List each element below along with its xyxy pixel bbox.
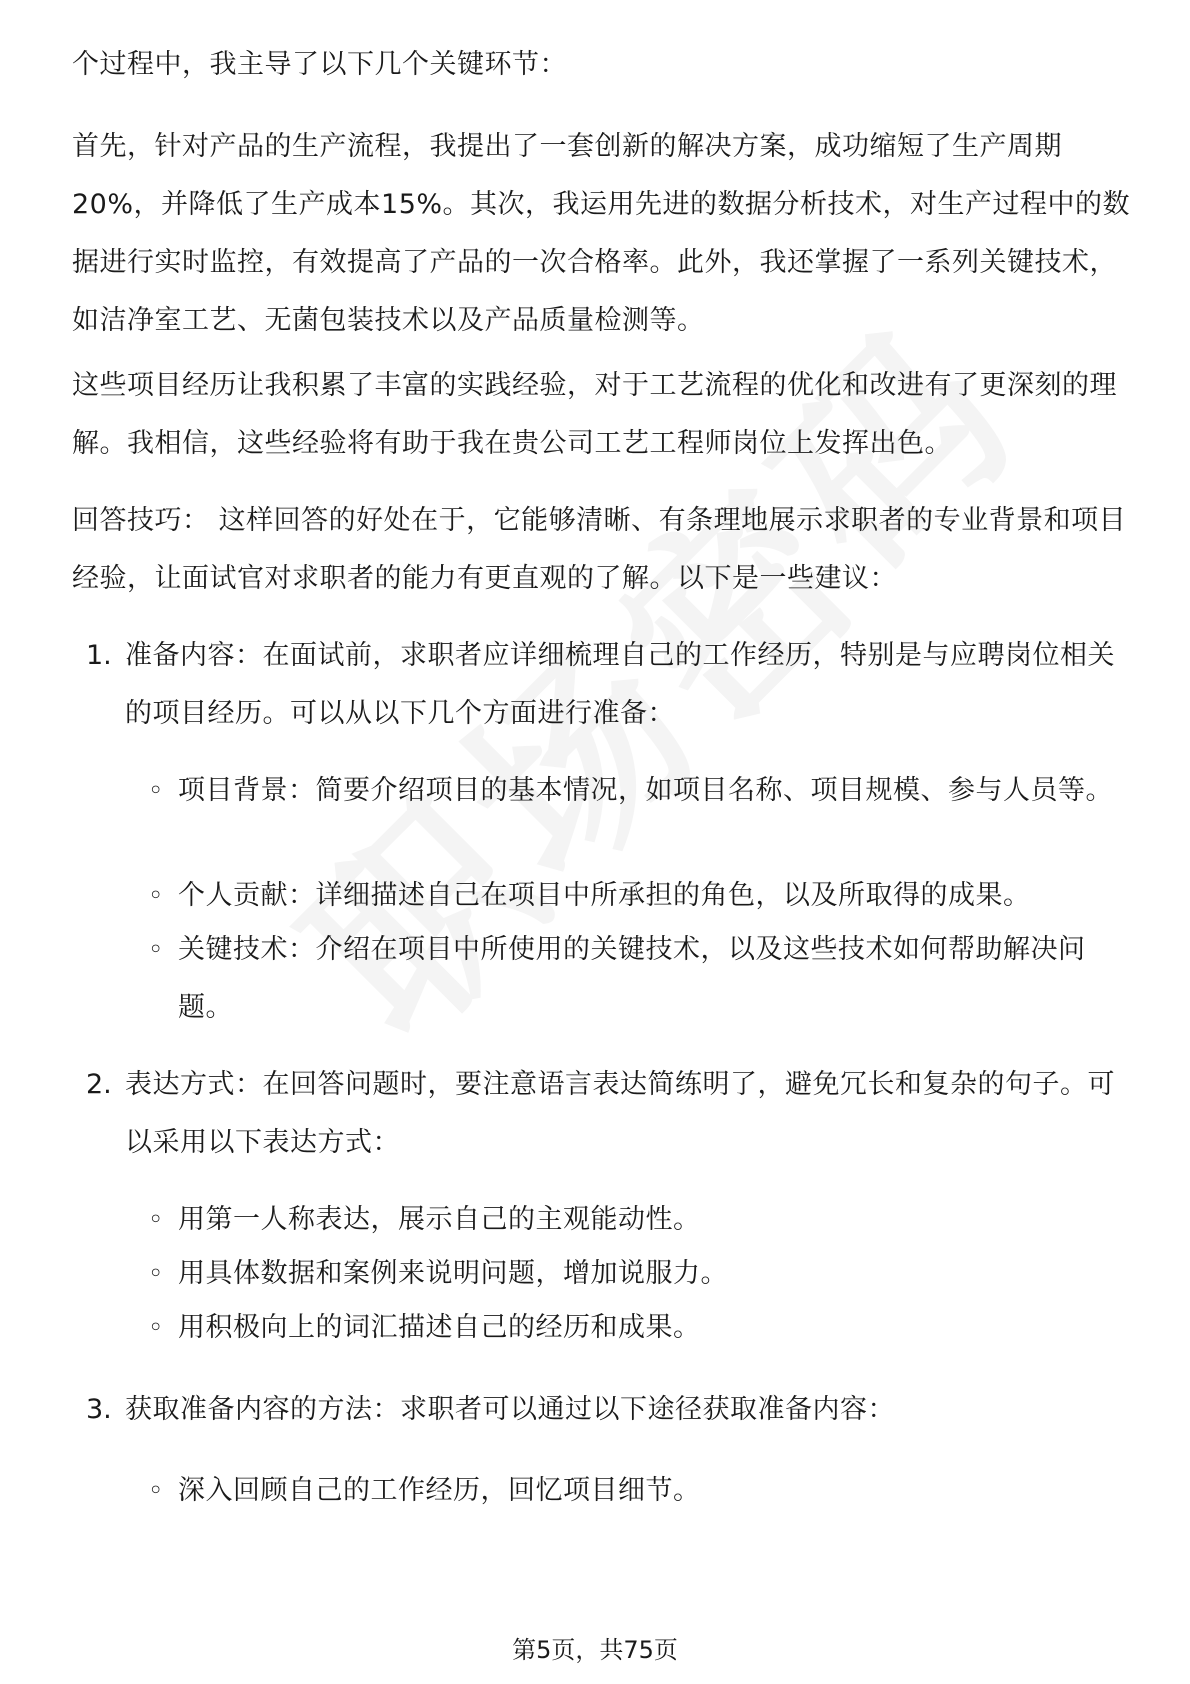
- sub-item-concrete-data: 用具体数据和案例来说明问题，增加说服力。: [178, 1258, 728, 1289]
- list-number: 2.: [86, 1069, 112, 1100]
- paragraph-intro: 个过程中，我主导了以下几个关键环节：: [72, 49, 567, 80]
- paragraph-summary: 这些项目经历让我积累了丰富的实践经验，对于工艺流程的优化和改进有了更深刻的理解。我相信，这些经验将有助于我在贵公司工艺工程师岗位上发挥出色。: [72, 370, 1117, 459]
- sub-item-personal-contribution: 个人贡献：详细描述自己在项目中所承担的角色，以及所取得的成果。: [178, 880, 1031, 911]
- bullet-icon: ◦: [148, 776, 164, 806]
- bullet-icon: ◦: [148, 881, 164, 911]
- page-number: 第5页，共75页: [512, 1636, 678, 1664]
- list-number: 3.: [86, 1394, 112, 1425]
- paragraph-achievements: 首先，针对产品的生产流程，我提出了一套创新的解决方案，成功缩短了生产周期20%，并降低了生产成本15%。其次，我运用先进的数据分析技术，对生产过程中的数据进行实时监控，有效提高了产品的一次合格率。此外，我还掌握了一系列关键技术，如洁净室工艺、无菌包装技术以及产品质量检测等。: [72, 131, 1131, 336]
- list-item-get-content: 获取准备内容的方法：求职者可以通过以下途径获取准备内容：: [125, 1394, 895, 1425]
- list-item-prepare-content: 准备内容：在面试前，求职者应详细梳理自己的工作经历，特别是与应聘岗位相关的项目经历。可以从以下几个方面进行准备：: [125, 640, 1115, 729]
- bullet-icon: ◦: [148, 1476, 164, 1506]
- bullet-icon: ◦: [148, 1313, 164, 1343]
- sub-item-review-experience: 深入回顾自己的工作经历，回忆项目细节。: [178, 1475, 701, 1506]
- list-item-expression: 表达方式：在回答问题时，要注意语言表达简练明了，避免冗长和复杂的句子。可以采用以下表达方式：: [125, 1069, 1115, 1158]
- sub-item-key-technology: 关键技术：介绍在项目中所使用的关键技术，以及这些技术如何帮助解决问题。: [178, 934, 1086, 1023]
- bullet-icon: ◦: [148, 1259, 164, 1289]
- sub-item-first-person: 用第一人称表达，展示自己的主观能动性。: [178, 1204, 701, 1235]
- sub-item-positive-words: 用积极向上的词汇描述自己的经历和成果。: [178, 1312, 701, 1343]
- list-number: 1.: [86, 640, 112, 671]
- paragraph-answer-tips: 回答技巧： 这样回答的好处在于，它能够清晰、有条理地展示求职者的专业背景和项目经验，让面试官对求职者的能力有更直观的了解。以下是一些建议：: [72, 505, 1127, 594]
- bullet-icon: ◦: [148, 935, 164, 965]
- bullet-icon: ◦: [148, 1205, 164, 1235]
- sub-item-project-background: 项目背景：简要介绍项目的基本情况，如项目名称、项目规模、参与人员等。: [178, 775, 1113, 806]
